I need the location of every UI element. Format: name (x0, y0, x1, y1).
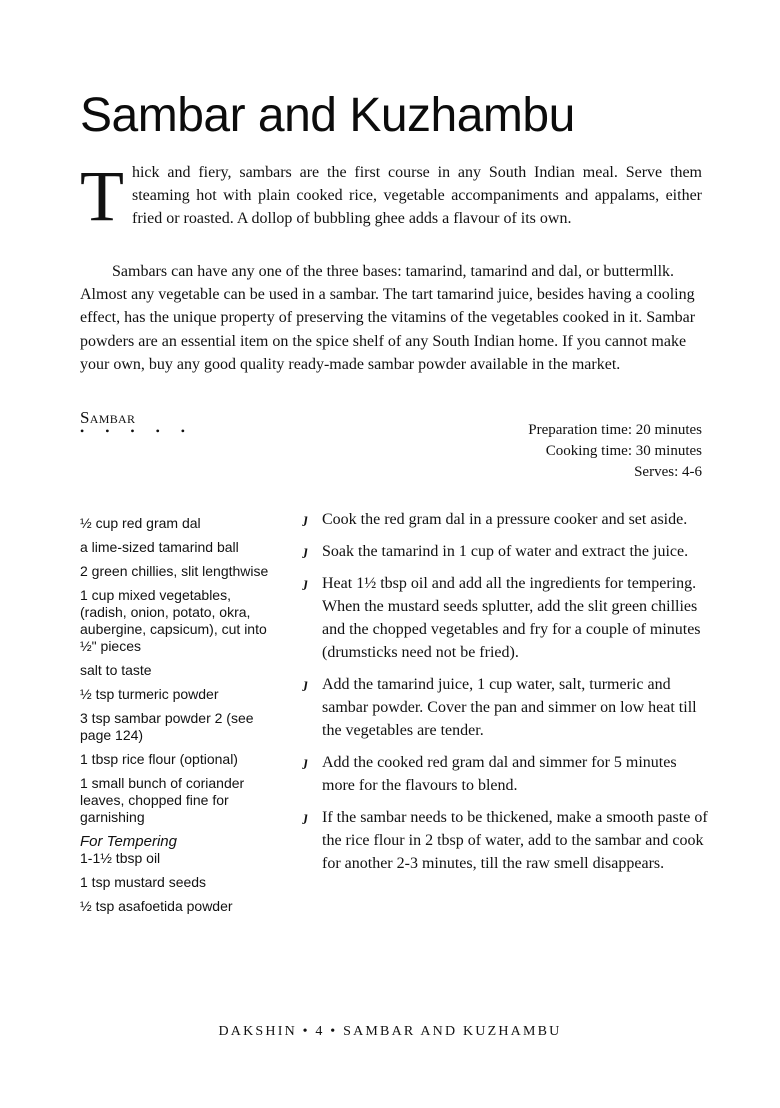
method-step (306, 673, 710, 742)
decorative-dots: • • • • • (80, 424, 195, 438)
step-text: If the sambar needs to be thickened, make a smooth paste of the rice flour in 2 tbsp of water, add to the sambar and cook for another 2-3 minutes, till the raw smell disappears. (322, 809, 708, 872)
cooking-time: Cooking time: 30 minutes (545, 443, 702, 459)
page-title: Sambar and Kuzhambu (80, 89, 575, 142)
method-step (306, 751, 710, 797)
tempering-item: 1 tsp mustard seeds (80, 874, 207, 890)
step-text: Cook the red gram dal in a pressure cooker and set aside. (322, 511, 688, 528)
method-step (306, 572, 710, 664)
chilli-bullet-icon: ȷ (304, 576, 308, 591)
ingredient-item: 1 tbsp rice flour (optional) (80, 751, 238, 767)
step-text: Add the cooked red gram dal and simmer for 5 minutes more for the flavours to blend. (322, 754, 677, 794)
intro-text: hick and fiery, sambars are the first course in any South Indian meal. Serve them steaming hot with plain cooked rice, vegetable accompaniments and appalams, either fried or roasted. A dollop of bubbling ghee adds a flavour of its own. (131, 164, 702, 227)
ingredient-item: 2 green chillies, slit lengthwise (80, 563, 269, 579)
chilli-bullet-icon: ȷ (304, 544, 308, 559)
method-steps (306, 508, 710, 884)
preparation-time: Preparation time: 20 minutes (528, 422, 702, 438)
recipe-meta (528, 420, 702, 483)
chilli-bullet-icon: ȷ (304, 512, 308, 527)
drop-cap: T (80, 156, 124, 236)
intro-paragraph (80, 156, 702, 236)
ingredients-list (80, 515, 280, 922)
ingredient-item: 1 small bunch of coriander leaves, chopped fine for garnishing (80, 775, 245, 825)
step-text: Soak the tamarind in 1 cup of water and extract the juice. (322, 543, 689, 560)
ingredient-item: ½ cup red gram dal (80, 515, 201, 531)
method-step (306, 508, 710, 531)
body-paragraph: Sambars can have any one of the three bases: tamarind, tamarind and dal, or buttermllk. Almost any vegetable can be used in a sambar. The tart tamarind juice, besides having a cooling effect, has the unique property of preserving the vitamins of the vegetables cooked in it. Sambar powders are an essential item on the spice shelf of any South Indian home. If you cannot make your own, buy any good quality ready-made sambar powder available in the market. (80, 263, 696, 373)
ingredient-item: a lime-sized tamarind ball (80, 539, 239, 555)
tempering-item: ½ tsp asafoetida powder (80, 898, 233, 914)
recipe-name: Sambar (80, 408, 136, 427)
ingredient-item: 1 cup mixed vegetables, (radish, onion, potato, okra, aubergine, capsicum), cut into ½" pieces (80, 587, 267, 654)
ingredient-item: salt to taste (80, 662, 152, 678)
page-footer: DAKSHIN • 4 • SAMBAR AND KUZHAMBU (218, 1024, 562, 1039)
method-step (306, 806, 710, 875)
step-text: Add the tamarind juice, 1 cup water, salt, turmeric and sambar powder. Cover the pan and simmer on low heat till the vegetables are tender. (322, 676, 697, 739)
step-text: Heat 1½ tbsp oil and add all the ingredients for tempering. When the mustard seeds splutter, add the slit green chillies and the chopped vegetables and fry for a couple of minutes (drumsticks need not be fried). (322, 575, 701, 661)
ingredient-item: ½ tsp turmeric powder (80, 686, 219, 702)
method-step (306, 540, 710, 563)
serves: Serves: 4-6 (634, 464, 702, 480)
tempering-item: 1-1½ tbsp oil (80, 850, 161, 866)
chilli-bullet-icon: ȷ (304, 810, 308, 825)
tempering-heading: For Tempering (80, 833, 177, 850)
chilli-bullet-icon: ȷ (304, 677, 308, 692)
ingredient-item: 3 tsp sambar powder 2 (see page 124) (80, 710, 254, 743)
chilli-bullet-icon: ȷ (304, 755, 308, 770)
